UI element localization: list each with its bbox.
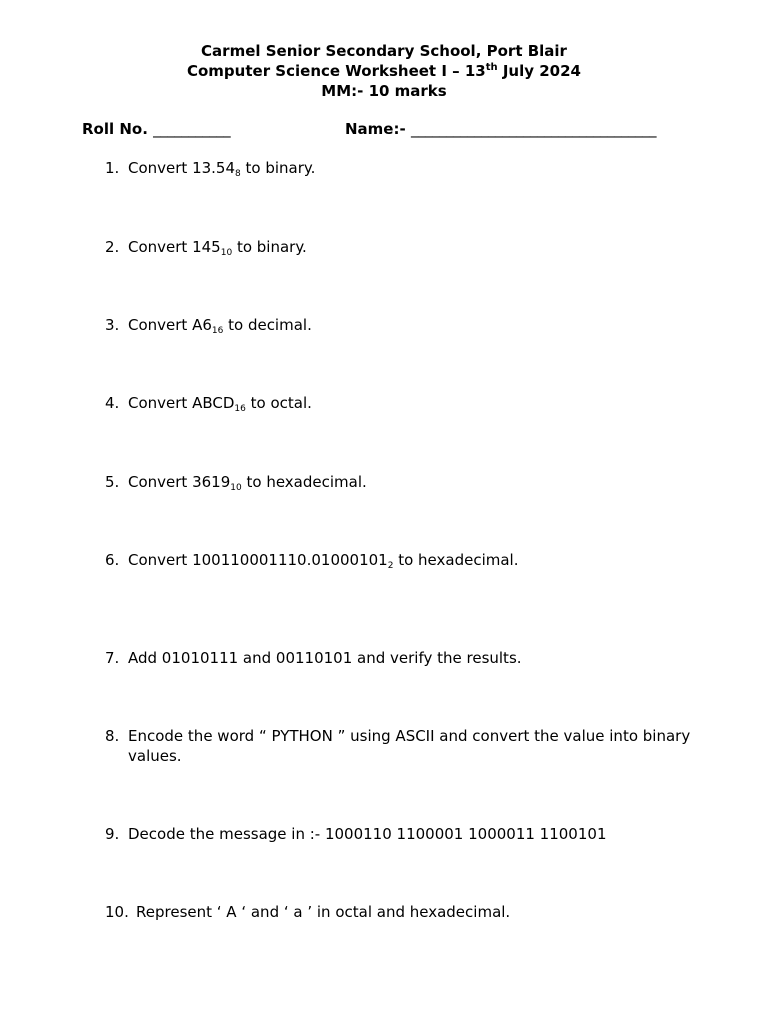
question-text-main: Convert A6 [128,316,212,334]
question-text [128,472,367,492]
question-text: Decode the message in :- 1000110 1100001 1000011 1100101 [128,825,607,843]
question-text [128,158,315,178]
question-text [128,237,307,257]
name-field [345,119,656,139]
question-text [128,550,519,570]
question-number: 8. [105,727,120,745]
worksheet-date-superscript: th [485,62,498,73]
question-text-main: Convert 13.54 [128,159,236,177]
question-text-tail: to binary. [232,238,307,256]
question-number: 4. [105,394,120,412]
question-text [128,315,312,335]
question-number: 9. [105,825,120,843]
question-text-tail: to binary. [240,159,316,177]
question-text-tail: to decimal. [223,316,312,334]
base-subscript: 16 [234,404,246,414]
base-subscript: 10 [220,248,233,258]
max-marks: MM:- 10 marks [321,82,447,100]
question-text-main: Convert 145 [128,238,221,256]
roll-number-label: Roll No. [82,120,148,138]
question-number: 1. [105,159,120,177]
question-number: 10. [105,903,129,921]
question-number: 5. [105,473,120,491]
name-blank[interactable]: ___________________________________ [410,120,656,138]
worksheet-title-prefix: Computer Science Worksheet I – 13 [186,62,486,80]
question-text-main: Convert 3619 [128,473,231,491]
question-text: Represent ‘ A ‘ and ‘ a ’ in octal and hexadecimal. [136,903,511,921]
name-label: Name:- [345,120,406,138]
question-number: 3. [105,316,120,334]
question-text-main: Convert ABCD [128,394,235,412]
question-text [128,393,312,413]
roll-number-field [82,119,230,139]
worksheet-title [0,61,768,81]
roll-number-blank[interactable]: ___________ [153,120,231,138]
question-text-main: Convert 100110001110.01000101 [128,551,388,569]
base-subscript: 16 [211,326,224,336]
question-text-tail: to hexadecimal. [393,551,519,569]
school-name: Carmel Senior Secondary School, Port Blair [201,42,567,60]
base-subscript: 2 [387,561,394,571]
question-number: 7. [105,649,120,667]
question-number: 2. [105,238,120,256]
question-text: Encode the word “ PYTHON ” using ASCII and convert the value into binary values. [128,727,691,765]
question-number: 6. [105,551,120,569]
question-text: Add 01010111 and 00110101 and verify the results. [128,649,522,667]
worksheet-title-suffix: July 2024 [497,62,581,80]
base-subscript: 10 [230,483,242,493]
base-subscript: 8 [235,169,241,179]
question-text-tail: to octal. [245,394,312,412]
question-text-tail: to hexadecimal. [241,473,367,491]
